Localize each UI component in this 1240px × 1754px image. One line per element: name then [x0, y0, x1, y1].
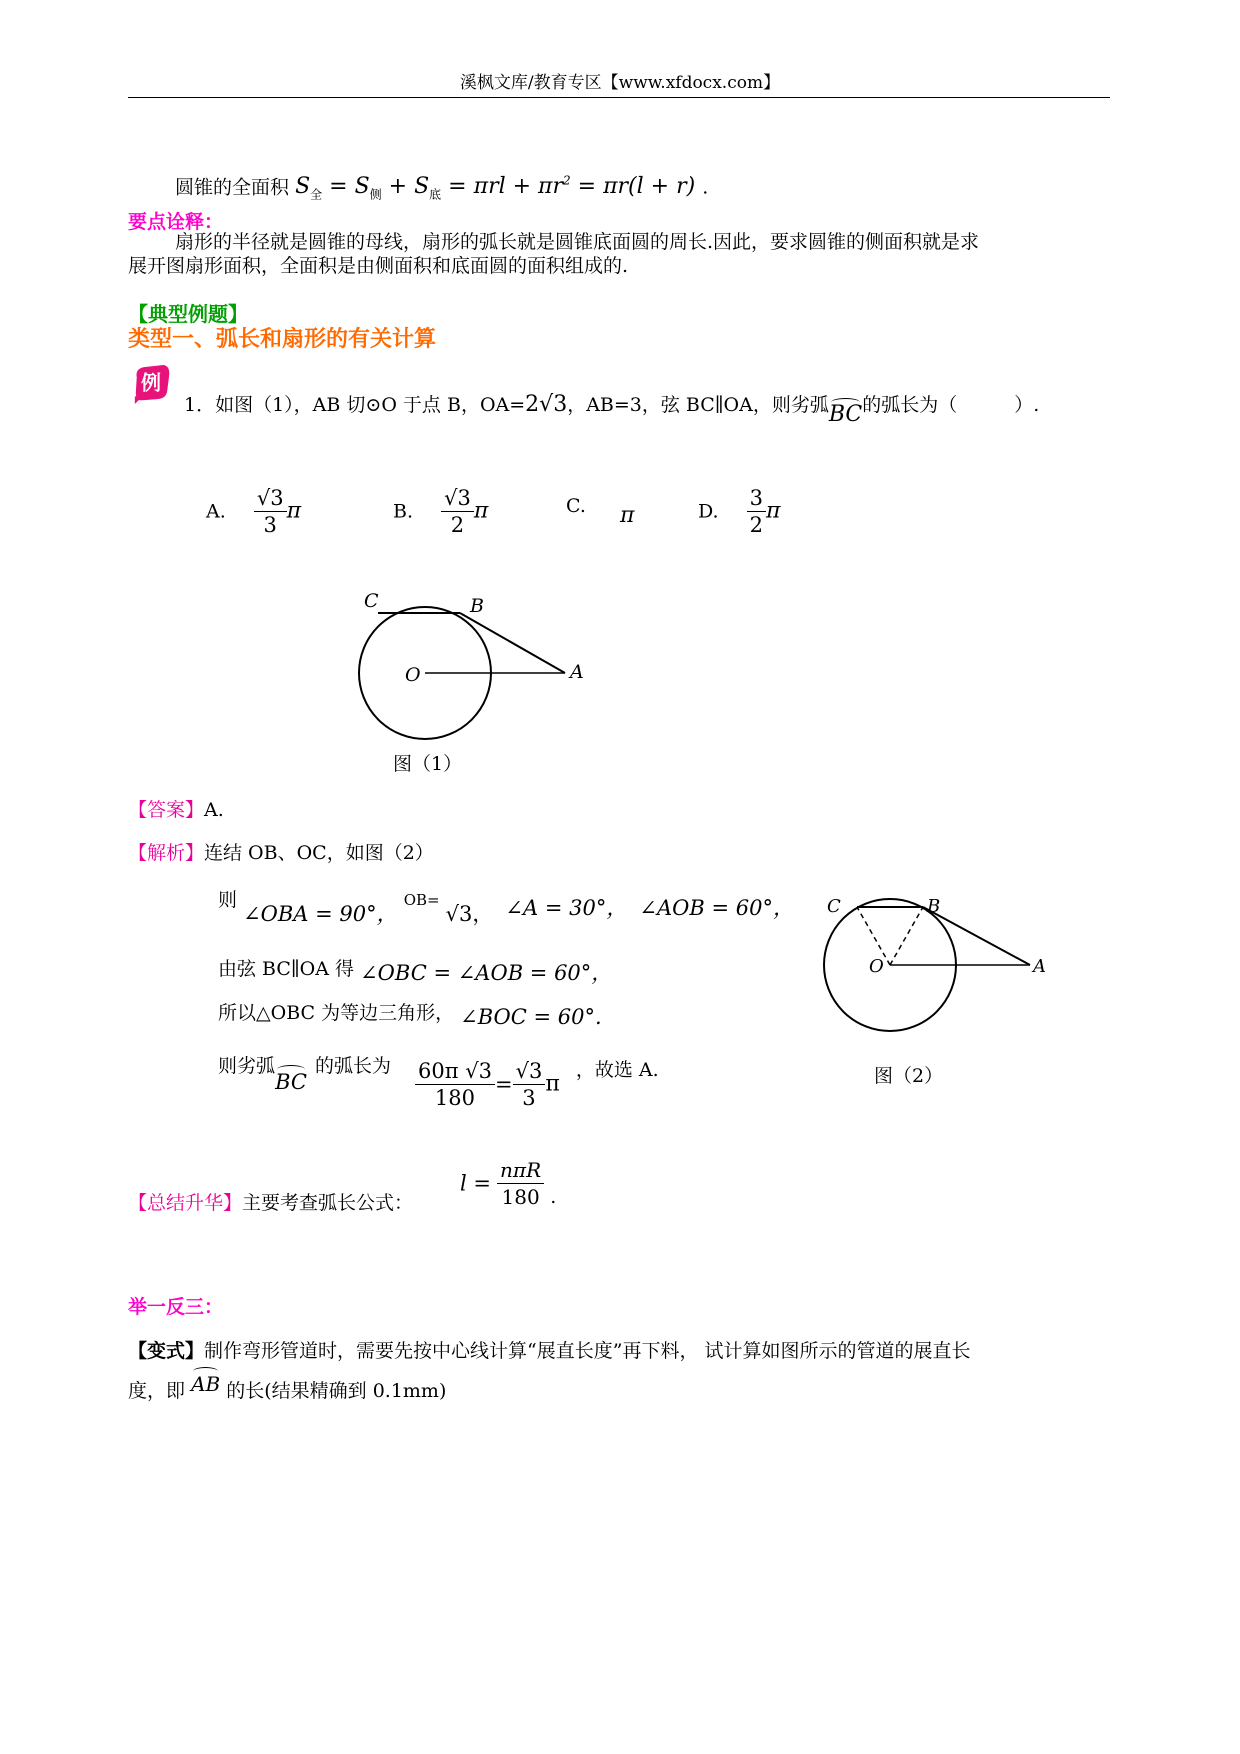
question-stem-c: 的弧长为（ ）. — [862, 394, 1040, 416]
figure-1-caption: 图（1） — [393, 753, 463, 775]
analysis-l1-b: ∠OBA = 90°， — [243, 902, 398, 926]
summary-end: . — [550, 1186, 557, 1208]
figure-1-label-c: C — [364, 590, 379, 612]
page-header: 溪枫文库/教育专区【www.xfdocx.com】 — [459, 73, 781, 93]
formula-sub-side: 侧 — [369, 187, 382, 202]
analysis-l1-f: ∠AOB = 60°， — [639, 896, 794, 920]
practice-line-2-b: 的长(结果精确到 0.1mm) — [226, 1380, 447, 1402]
option-a — [206, 485, 301, 538]
question-arc-bc: BC — [828, 402, 863, 427]
summary — [128, 1190, 413, 1216]
formula-rest: = πrl + πr — [441, 174, 564, 200]
analysis-l1-d: √3， — [445, 902, 494, 926]
practice-line-1 — [128, 1338, 970, 1364]
formula-square: 2 — [563, 174, 571, 188]
practice-line-2-a: 度，即 — [128, 1380, 186, 1402]
notes-line-2: 展开图扇形面积，全面积是由侧面积和底面圆的面积组成的. — [128, 255, 629, 277]
cone-formula-prefix: 圆锥的全面积 — [175, 176, 290, 199]
figure-2-diagram — [815, 880, 1060, 1035]
option-a-label: A. — [206, 500, 226, 523]
option-a-frac — [254, 485, 287, 538]
figure-2-caption: 图（2） — [874, 1065, 944, 1087]
analysis-intro — [128, 840, 434, 866]
formula-eq: = S — [322, 174, 370, 200]
cone-formula — [175, 168, 708, 208]
analysis-l4-b: 的弧长为 — [315, 1055, 392, 1077]
formula-plus: + S — [381, 174, 430, 200]
practice-tag: 【变式】 — [128, 1340, 205, 1362]
example-badge-icon — [132, 364, 172, 404]
analysis-l2-a: 由弦 BC∥OA 得 — [218, 958, 355, 980]
notes-title: 要点诠释： — [128, 211, 224, 233]
cone-formula-end: . — [702, 176, 709, 199]
practice-title: 举一反三： — [128, 1296, 224, 1318]
answer-text: A. — [204, 799, 224, 821]
summary-num: nπR — [497, 1157, 544, 1184]
figure-2-label-c: C — [827, 896, 841, 917]
question-stem — [184, 392, 1040, 427]
summary-text: 主要考查弧长公式： — [242, 1192, 414, 1214]
figure-1-label-a: A — [570, 661, 584, 683]
analysis-intro-text: 连结 OB、OC，如图（2） — [204, 842, 434, 864]
option-b-label: B. — [393, 500, 414, 523]
analysis-l2-b: ∠OBC = ∠AOB = 60°， — [360, 961, 613, 985]
analysis-frac-1 — [415, 1058, 495, 1111]
option-b-frac — [441, 485, 474, 538]
formula-sub-full: 全 — [310, 187, 323, 202]
oa-value: 2√3 — [525, 392, 568, 417]
cone-formula-math — [295, 174, 702, 202]
option-d-num: 3 — [747, 485, 766, 512]
practice-arc-ab: AB — [191, 1372, 221, 1396]
section-title: 【典型例题】 — [128, 302, 248, 326]
option-c-pi: π — [619, 503, 635, 528]
option-a-pi: π — [286, 498, 302, 524]
analysis-frac-2-den: 3 — [522, 1086, 536, 1110]
summary-den: 180 — [501, 1185, 540, 1209]
figure-1-tangent-ba — [460, 613, 565, 673]
analysis-frac-1-den: 180 — [434, 1086, 476, 1110]
analysis-pi: π — [545, 1071, 560, 1097]
analysis-l1-a: 则 — [218, 889, 238, 911]
figure-1-diagram — [340, 585, 600, 750]
analysis-line-4 — [218, 1053, 392, 1094]
analysis-l1-c: OB= — [403, 891, 440, 909]
option-b-den: 2 — [450, 513, 465, 537]
figure-2-label-o: O — [869, 956, 884, 977]
summary-tag: 【总结升华】 — [128, 1192, 243, 1214]
analysis-l1-e: ∠A = 30°， — [505, 896, 628, 920]
formula-tail: = πr(l + r) — [570, 174, 696, 200]
analysis-frac-2-num: √3 — [513, 1058, 546, 1085]
summary-frac — [497, 1157, 544, 1210]
formula-sub-base: 底 — [429, 187, 442, 202]
option-d-frac — [747, 485, 766, 538]
example-badge-text: 例 — [141, 370, 162, 395]
figure-1-label-b: B — [470, 595, 484, 617]
option-b-pi: π — [473, 498, 489, 524]
analysis-l3-a: 所以△OBC 为等边三角形， — [218, 1002, 455, 1024]
formula-s: S — [295, 174, 311, 200]
notes-line-1: 扇形的半径就是圆锥的母线，扇形的弧长就是圆锥底面圆的周长.因此，要求圆锥的侧面积就是求 — [175, 231, 980, 253]
option-d-den: 2 — [749, 513, 764, 537]
figure-2-dashed-ob — [890, 907, 923, 965]
analysis-l4-a: 则劣弧 — [218, 1055, 276, 1077]
analysis-line-1 — [218, 887, 794, 926]
figure-2-label-a: A — [1033, 956, 1046, 977]
answer-tag: 【答案】 — [128, 799, 205, 821]
option-b-num: √3 — [441, 485, 474, 512]
option-d-label: D. — [698, 500, 719, 523]
practice-line-1-text: 制作弯形管道时，需要先按中心线计算“展直长度”再下料， 试计算如图所示的管道的展直长 — [204, 1340, 971, 1362]
analysis-line-4-math — [415, 1058, 659, 1111]
option-a-num: √3 — [254, 485, 287, 512]
practice-line-2 — [128, 1372, 447, 1404]
analysis-frac-2 — [513, 1058, 546, 1111]
analysis-eq: = — [494, 1072, 513, 1097]
analysis-l3-b: ∠BOC = 60°. — [460, 1005, 602, 1029]
analysis-tag: 【解析】 — [128, 842, 205, 864]
answer — [128, 797, 224, 823]
figure-2-label-b: B — [927, 896, 941, 917]
analysis-l4-arc: BC — [275, 1070, 307, 1094]
summary-lhs: l = — [460, 1171, 491, 1196]
option-d — [698, 485, 781, 538]
question-stem-a: 1．如图（1），AB 切⊙O 于点 B，OA= — [184, 394, 526, 416]
analysis-line-2 — [218, 955, 613, 985]
option-c-label: C. — [566, 495, 586, 517]
type-title: 类型一、弧长和扇形的有关计算 — [128, 327, 437, 352]
option-b — [393, 485, 488, 538]
analysis-l4-c: ，故选 A. — [575, 1058, 659, 1081]
analysis-frac-1-num: 60π √3 — [415, 1058, 495, 1085]
summary-formula — [460, 1157, 556, 1210]
header-rule — [128, 97, 1110, 98]
analysis-line-3 — [218, 999, 602, 1029]
option-d-pi: π — [766, 498, 781, 524]
option-a-den: 3 — [263, 513, 277, 537]
figure-1-label-o: O — [405, 664, 421, 686]
option-c — [566, 493, 635, 528]
question-stem-b: ，AB=3，弦 BC∥OA，则劣弧 — [567, 394, 829, 416]
